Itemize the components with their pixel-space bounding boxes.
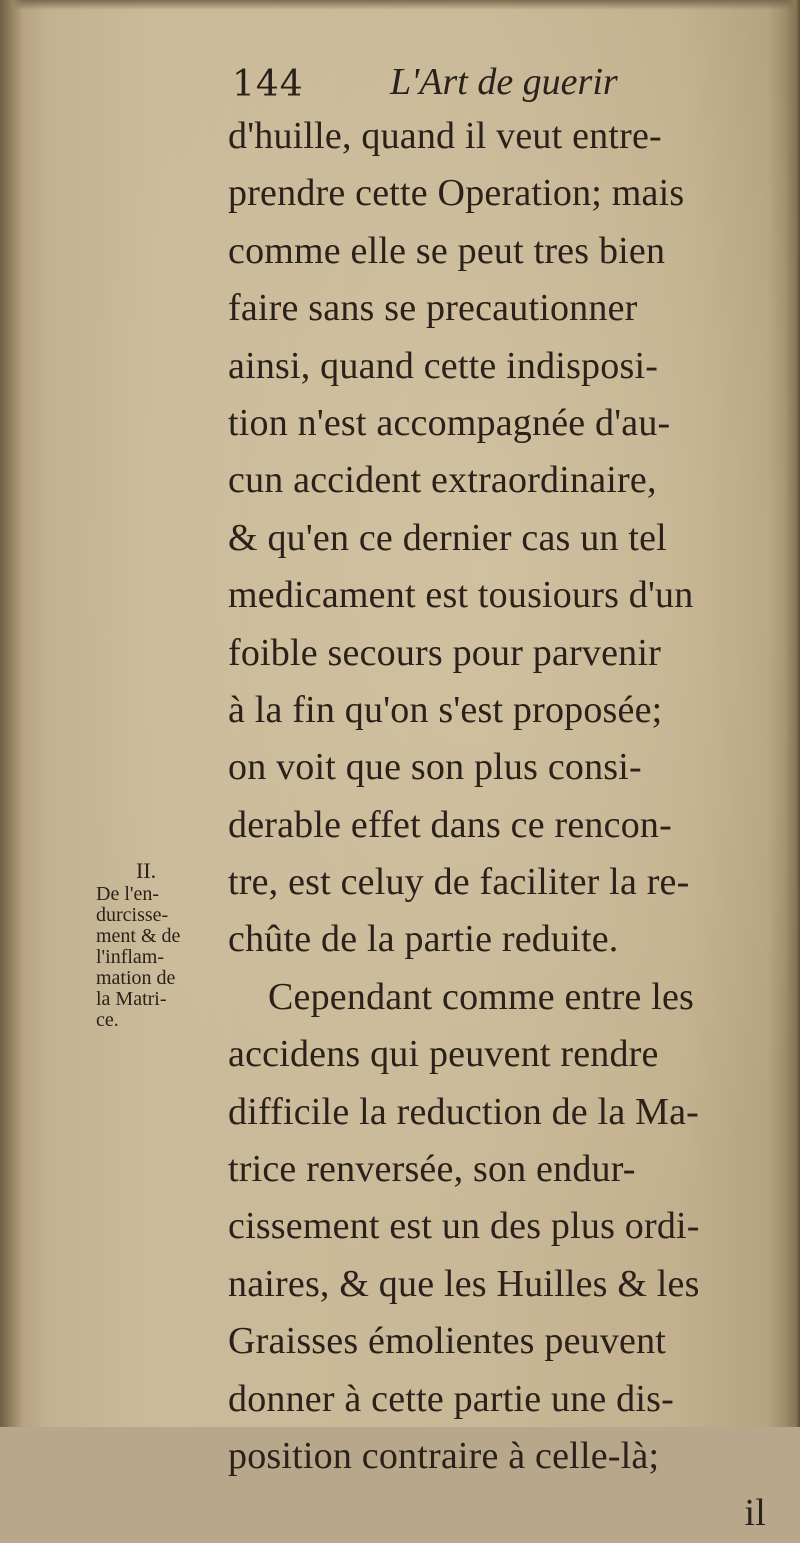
text-line: naires, & que les Huilles & les: [228, 1262, 700, 1305]
text-line: faire sans se precautionner: [228, 287, 638, 330]
text-line: Graisses émolientes peuvent: [228, 1320, 667, 1363]
margin-note-number: II.: [136, 858, 157, 883]
page-top-shadow: [0, 0, 800, 10]
page-right-edge: [786, 0, 800, 1427]
margin-note-line: mation de: [96, 967, 176, 989]
margin-note-line: ce.: [96, 1009, 119, 1031]
text-line: position contraire à celle-là;: [228, 1434, 660, 1477]
text-line: trice renversée, son endur-: [228, 1148, 636, 1191]
text-line: medicament est tousiours d'un: [228, 574, 694, 617]
text-line: donner à cette partie une dis-: [228, 1377, 674, 1420]
text-line: foible secours pour parvenir: [228, 631, 661, 674]
text-line: tre, est celuy de faciliter la re-: [228, 861, 690, 904]
margin-note-line: ment & de: [96, 925, 181, 947]
body-text: [228, 108, 788, 1543]
page-number: 144: [232, 64, 304, 105]
text-line: prendre cette Operation; mais: [228, 172, 685, 215]
text-line: derable effet dans ce rencon-: [228, 803, 672, 846]
text-line: & qu'en ce dernier cas un tel: [228, 516, 667, 559]
margin-note-line: l'inflam-: [96, 946, 165, 968]
margin-note-line: la Matri-: [96, 988, 167, 1010]
page-header: [232, 58, 752, 108]
margin-note-line: durcisse-: [96, 904, 169, 926]
text-line: on voit que son plus consi-: [228, 746, 642, 789]
running-head: L'Art de guerir: [390, 61, 618, 103]
text-line: comme elle se peut tres bien: [228, 229, 666, 272]
margin-note-line: De l'en-: [96, 883, 160, 905]
text-line: ainsi, quand cette indisposi-: [228, 344, 659, 387]
text-line: tion n'est accompagnée d'au-: [228, 401, 671, 444]
text-line: difficile la reduction de la Ma-: [228, 1090, 700, 1133]
margin-note: [96, 858, 228, 1031]
text-line: accidens qui peuvent rendre: [228, 1033, 659, 1076]
catchword: il: [744, 1492, 766, 1535]
text-line: chûte de la partie reduite.: [228, 918, 619, 961]
paragraph-start-line: Cependant comme entre les: [268, 975, 695, 1018]
text-line: d'huille, quand il veut entre-: [228, 115, 662, 157]
text-line: à la fin qu'on s'est proposée;: [228, 688, 663, 731]
text-line: cissement est un des plus ordi-: [228, 1205, 700, 1248]
text-line: cun accident extraordinaire,: [228, 459, 657, 502]
page-binding-shadow: [0, 0, 22, 1427]
